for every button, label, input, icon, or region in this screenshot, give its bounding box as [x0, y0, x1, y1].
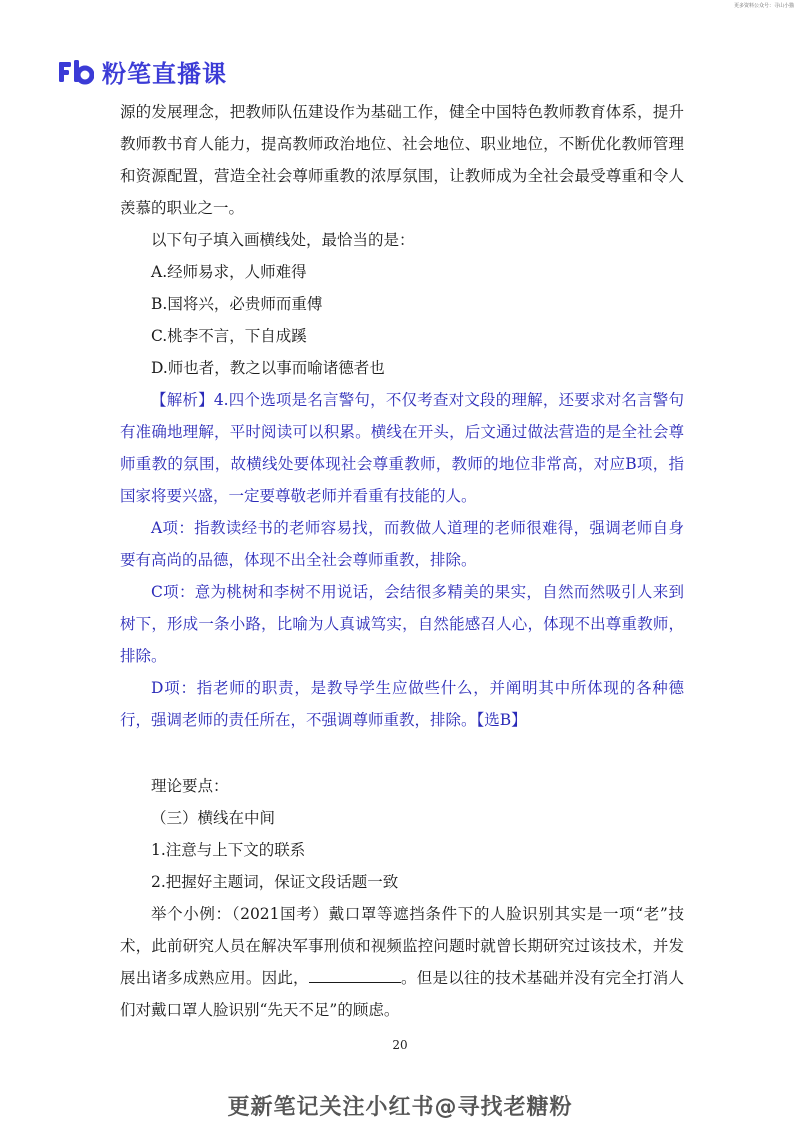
- page-number: 20: [392, 1038, 408, 1052]
- corner-note: 更多资料公众号：寻山小猫: [733, 3, 794, 9]
- fill-in-blank: [309, 966, 401, 983]
- passage-continuation: 源的发展理念，把教师队伍建设作为基础工作，健全中国特色教师教育体系，提升教师教书育人能力，提高教师政治地位、社会地位、职业地位，不断优化教师管理和资源配置，营造全社会尊师重教的浓厚氛围，让教师成为全社会最受尊重和令人羡慕的职业之一。: [120, 103, 684, 217]
- theory-subheading: （三）横线在中间: [151, 809, 276, 827]
- theory-heading: 理论要点：: [151, 777, 229, 795]
- fenbi-logo-icon: [58, 58, 94, 86]
- analysis-option-d: D项：指老师的职责，是教导学生应做些什么，并阐明其中所体现的各种德行，强调老师的责任所在，不强调尊师重教，排除。【选B】: [120, 679, 684, 729]
- page-content: [120, 96, 684, 1026]
- question-prompt: 以下句子填入画横线处，最恰当的是：: [151, 231, 415, 249]
- example-text-before-blank: 举个小例：（2021国考）戴口罩等遮挡条件下的人脸识别其实是一项“老”技术，此前研究人员在解决军事刑侦和视频监控问题时就曾长期研究过该技术，并发展出诸多成熟应用。因此，: [120, 905, 684, 987]
- option-a: A.经师易求，人师难得: [151, 263, 307, 281]
- option-b: B.国将兴，必贵师而重傅: [151, 295, 323, 313]
- option-d: D.师也者，教之以事而喻诸德者也: [151, 359, 385, 377]
- theory-point-2: 2.把握好主题词，保证文段话题一致: [151, 873, 399, 891]
- footer-watermark: 更新笔记关注小红书@寻找老糖粉: [227, 1095, 573, 1120]
- brand-name: 粉笔直播课: [102, 60, 227, 88]
- analysis-option-a: A项：指教读经书的老师容易找，而教做人道理的老师很难得，强调老师自身要有高尚的品德，体现不出全社会尊师重教，排除。: [120, 519, 684, 569]
- example-text-after-blank: 。但是以往的技术基础并没有完全打消人们对戴口罩人脸识别“先天不足”的顾虑。: [120, 969, 684, 1019]
- brand-header: [58, 54, 227, 89]
- analysis-option-c: C项：意为桃树和李树不用说话，会结很多精美的果实，自然而然吸引人来到树下，形成一条小路，比喻为人真诚笃实，自然能感召人心，体现不出尊重教师，排除。: [120, 583, 684, 665]
- option-c: C.桃李不言，下自成蹊: [151, 327, 307, 345]
- section-gap: [120, 736, 684, 770]
- theory-point-1: 1.注意与上下文的联系: [151, 841, 306, 859]
- analysis-main: 【解析】4.四个选项是名言警句，不仅考查对文段的理解，还要求对名言警句有准确地理解，平时阅读可以积累。横线在开头，后文通过做法营造的是全社会尊师重教的氛围，故横线处要体现社会尊重教师，教师的地位非常高，对应B项，指国家将要兴盛，一定要尊敬老师并看重有技能的人。: [120, 391, 684, 505]
- example-paragraph: [120, 898, 684, 1026]
